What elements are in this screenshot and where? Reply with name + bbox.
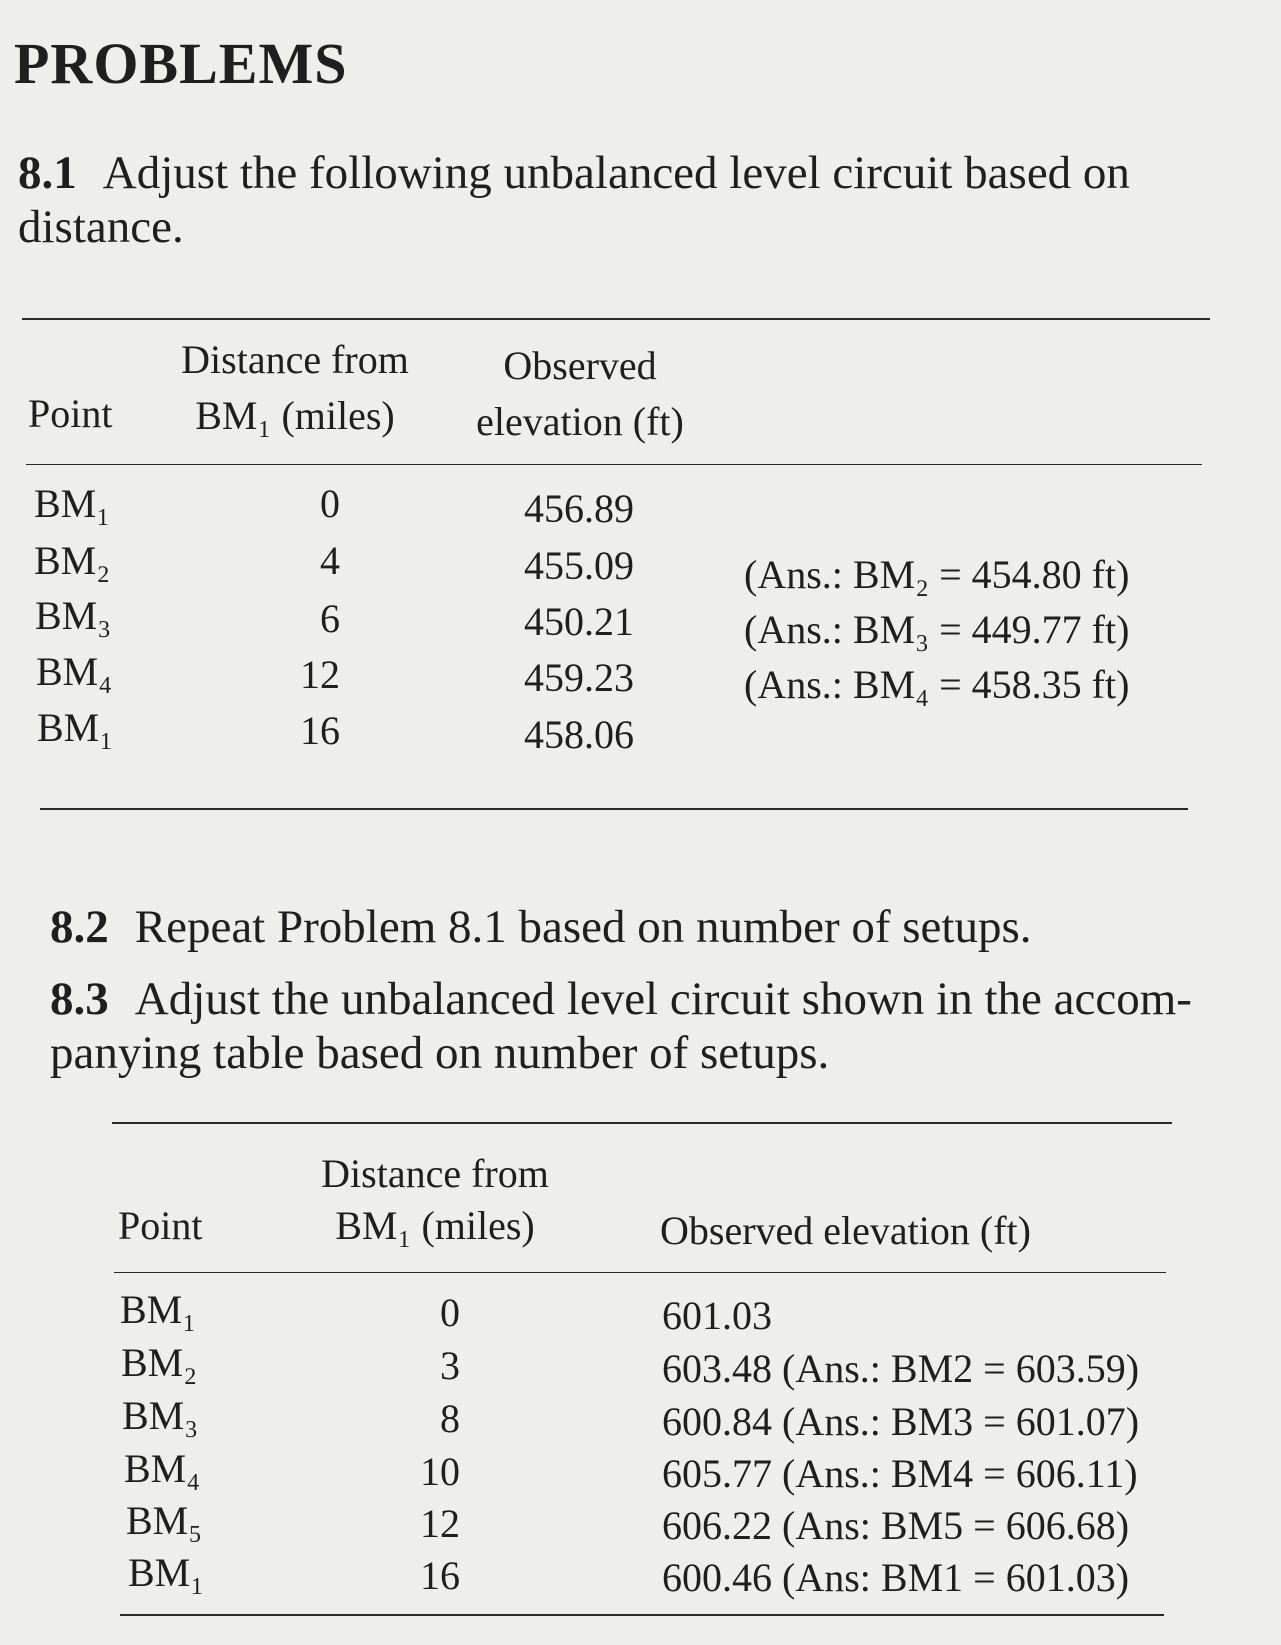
table-2-distance-cell: 12: [420, 1501, 460, 1546]
table-2-point-cell: BM₂: [121, 1340, 198, 1385]
table-2-point-cell: BM₁: [120, 1287, 197, 1332]
table-2-header-distance-line2: BM₁ (miles): [335, 1203, 535, 1248]
problem-8-3: [50, 972, 1250, 1080]
table-1-header-elevation-line1: Observed: [503, 343, 657, 388]
table-1-elevation-cell: 458.06: [524, 712, 634, 757]
table-2-top-rule: [112, 1122, 1172, 1124]
table-1-elevation-cell: 456.89: [524, 486, 634, 531]
section-heading: PROBLEMS: [14, 31, 348, 96]
table-1-answer-cell: (Ans.: BM₂ = 454.80 ft): [744, 552, 1130, 597]
table-1-point-cell: BM₄: [36, 649, 113, 694]
table-1-answer-cell: (Ans.: BM₄ = 458.35 ft): [744, 662, 1130, 707]
table-1-point-cell: BM₁: [37, 705, 114, 750]
problem-text-line1: Adjust the unbalanced level circuit shown in the accom-: [134, 973, 1192, 1025]
problem-number: 8.2: [50, 901, 109, 953]
table-2-header-distance-line1: Distance from: [321, 1151, 549, 1196]
table-2-distance-cell: 16: [420, 1553, 460, 1598]
table-2-elevation-cell: 605.77 (Ans.: BM4 = 606.11): [662, 1451, 1138, 1496]
table-1-elevation-cell: 450.21: [524, 599, 634, 644]
table-1-distance-cell: 16: [300, 708, 340, 753]
table-2-header-elevation: Observed elevation (ft): [660, 1208, 1031, 1253]
table-2-point-cell: BM₃: [122, 1393, 199, 1438]
table-1-point-cell: BM₁: [34, 481, 111, 526]
problem-text-line1: Adjust the following unbalanced level circuit based on: [102, 147, 1130, 199]
problem-number: 8.1: [18, 147, 77, 199]
table-1-distance-cell: 4: [320, 538, 340, 583]
table-1-header-point: Point: [28, 391, 113, 436]
table-1-header-distance-line1: Distance from: [181, 337, 409, 382]
table-2-elevation-cell: 600.46 (Ans: BM1 = 601.03): [662, 1555, 1130, 1600]
table-2-header-point: Point: [118, 1203, 203, 1248]
table-1-distance-cell: 6: [320, 596, 340, 641]
table-2-elevation-cell: 606.22 (Ans: BM5 = 606.68): [662, 1503, 1130, 1548]
table-2-point-cell: BM₅: [126, 1498, 203, 1543]
table-2-distance-cell: 10: [420, 1449, 460, 1494]
table-2-bottom-rule: [120, 1614, 1164, 1616]
table-1-header-elevation-line2: elevation (ft): [476, 399, 684, 444]
table-1-top-rule: [22, 318, 1210, 320]
table-2-elevation-cell: 603.48 (Ans.: BM2 = 603.59): [662, 1346, 1140, 1391]
table-1-bottom-rule: [40, 808, 1188, 810]
table-2-elevation-cell: 601.03: [662, 1293, 772, 1338]
table-2-elevation-cell: 600.84 (Ans.: BM3 = 601.07): [662, 1399, 1140, 1444]
table-1-distance-cell: 0: [320, 481, 340, 526]
table-2-header-rule: [114, 1272, 1166, 1273]
table-2-distance-cell: 0: [440, 1290, 460, 1335]
problem-8-1: [18, 146, 1278, 254]
table-1-point-cell: BM₂: [34, 538, 111, 583]
table-1-header-distance-line2: BM₁ (miles): [195, 393, 395, 438]
table-2-distance-cell: 3: [440, 1343, 460, 1388]
table-1-answer-cell: (Ans.: BM₃ = 449.77 ft): [744, 607, 1130, 652]
table-1-header-rule: [26, 464, 1202, 465]
table-1-elevation-cell: 459.23: [524, 655, 634, 700]
problem-text-line2: panying table based on number of setups.: [50, 1027, 830, 1079]
table-1-point-cell: BM₃: [35, 593, 112, 638]
problem-text-line2: distance.: [18, 201, 184, 253]
problem-text-line1: Repeat Problem 8.1 based on number of setups.: [134, 901, 1032, 953]
problem-number: 8.3: [50, 973, 109, 1025]
problem-8-2: [50, 900, 1250, 954]
table-1-distance-cell: 12: [300, 652, 340, 697]
table-1-elevation-cell: 455.09: [524, 543, 634, 588]
table-2-point-cell: BM₁: [128, 1550, 205, 1595]
table-2-point-cell: BM₄: [124, 1446, 201, 1491]
table-2-distance-cell: 8: [440, 1396, 460, 1441]
